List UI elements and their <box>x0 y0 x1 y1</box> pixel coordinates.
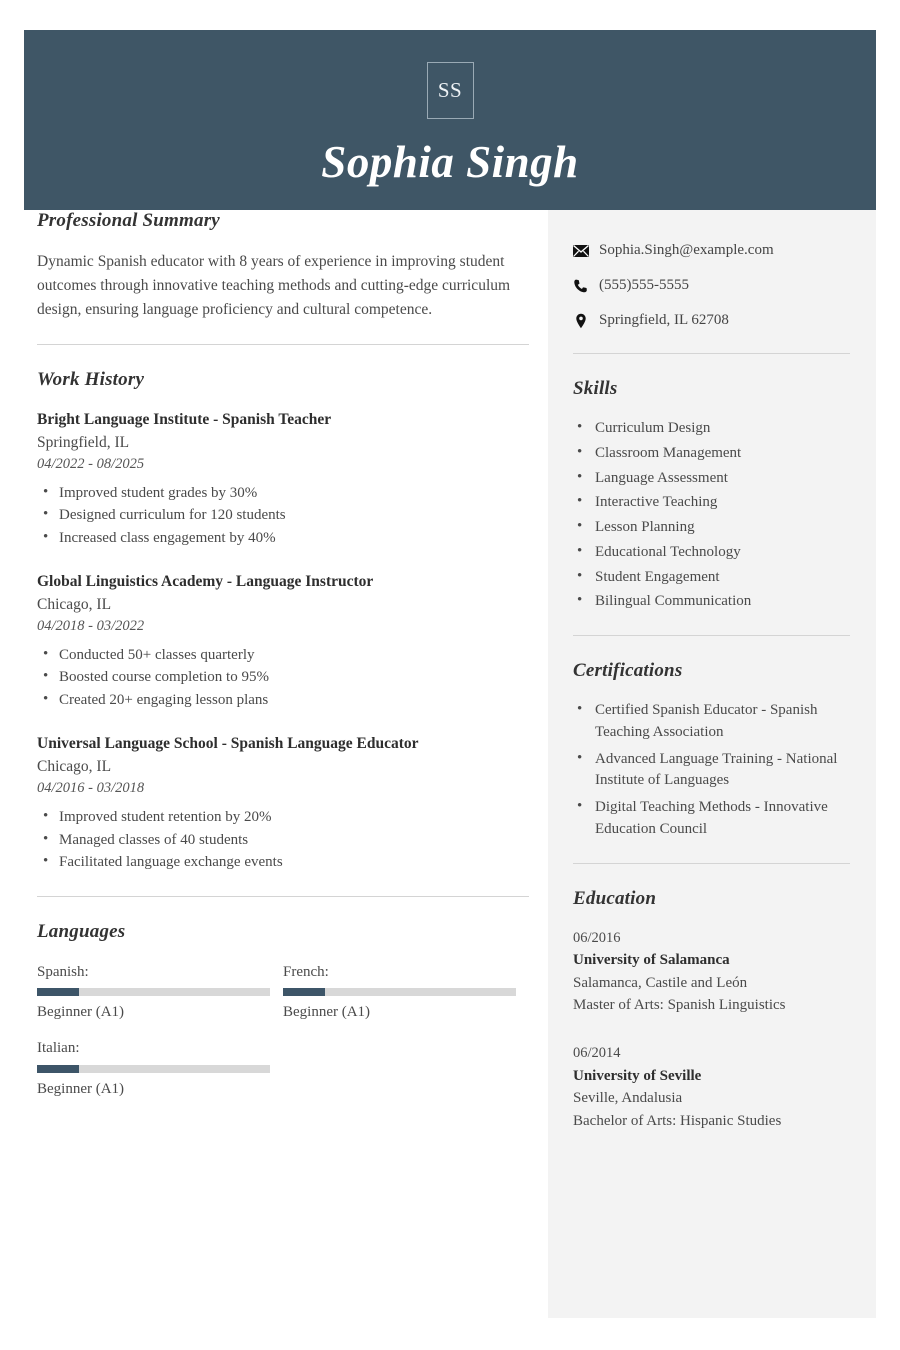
summary-heading: Professional Summary <box>37 210 220 231</box>
contact-text: Sophia.Singh@example.com <box>599 242 774 258</box>
contact-row[interactable] <box>573 240 850 261</box>
certifications-section <box>573 660 850 841</box>
education-degree: Bachelor of Arts: Hispanic Studies <box>573 1112 782 1129</box>
job-location: Chicago, IL <box>37 757 112 775</box>
job-bullet: • Increased class engagement by 40% <box>37 527 529 550</box>
job-entry <box>37 733 529 873</box>
education-heading: Education <box>573 887 657 909</box>
job-dates: 04/2016 - 03/2018 <box>37 780 145 797</box>
education-entry <box>573 928 850 1017</box>
skill-item: • Lesson Planning <box>573 517 850 539</box>
job-bullet: • Improved student retention by 20% <box>37 806 529 829</box>
education-location: Salamanca, Castile and León <box>573 974 748 991</box>
education-list <box>573 928 850 1133</box>
education-entry <box>573 1043 850 1132</box>
job-bullet: • Managed classes of 40 students <box>37 829 529 852</box>
skill-item: • Bilingual Communication <box>573 591 850 613</box>
skills-heading: Skills <box>573 378 618 399</box>
job-title: Universal Language School - Spanish Language Educator <box>37 735 419 753</box>
contact-text: (555)555-5555 <box>599 277 689 293</box>
language-name: French: <box>283 963 329 980</box>
professional-summary-section <box>37 210 529 322</box>
language-proficiency-fill <box>37 1065 79 1073</box>
job-entry <box>37 409 529 549</box>
section-divider <box>573 635 850 636</box>
job-bullet-list <box>37 806 529 874</box>
work-history-section <box>37 369 529 874</box>
certification-item: • Certified Spanish Educator - Spanish Teaching Association <box>573 700 850 744</box>
contact-row[interactable] <box>573 310 850 331</box>
section-divider <box>573 863 850 864</box>
resume-header <box>24 30 876 210</box>
education-school: University of Seville <box>573 1067 702 1084</box>
language-name: Spanish: <box>37 963 89 980</box>
monogram-badge <box>427 62 474 119</box>
education-date: 06/2014 <box>573 1044 621 1061</box>
language-proficiency-bar <box>37 988 270 996</box>
job-location: Chicago, IL <box>37 595 112 613</box>
monogram-initials: SS <box>437 78 463 102</box>
languages-section <box>37 921 529 1114</box>
contact-row[interactable] <box>573 275 850 296</box>
certifications-list <box>573 700 850 841</box>
job-dates: 04/2018 - 03/2022 <box>37 618 145 635</box>
summary-text: Dynamic Spanish educator with 8 years of experience in improving student outcomes through innovative teaching methods and cutting-edge curriculum design, ensuring language proficiency and cultural competence. <box>37 253 511 319</box>
language-item <box>37 1037 283 1100</box>
language-proficiency-bar <box>283 988 516 996</box>
education-degree: Master of Arts: Spanish Linguistics <box>573 997 786 1014</box>
education-school: University of Salamanca <box>573 952 730 969</box>
job-entry <box>37 571 529 711</box>
language-level: Beginner (A1) <box>283 1004 371 1021</box>
job-title: Global Linguistics Academy - Language Instructor <box>37 573 374 591</box>
job-list <box>37 409 529 874</box>
contact-text: Springfield, IL 62708 <box>599 312 729 328</box>
job-location: Springfield, IL <box>37 433 130 451</box>
languages-heading: Languages <box>37 920 126 942</box>
job-bullet-list <box>37 644 529 712</box>
language-name: Italian: <box>37 1040 80 1057</box>
skill-item: • Classroom Management <box>573 443 850 465</box>
job-dates: 04/2022 - 08/2025 <box>37 455 145 472</box>
skill-item: • Educational Technology <box>573 542 850 564</box>
contact-section <box>573 240 850 331</box>
job-bullet: • Designed curriculum for 120 students <box>37 504 529 527</box>
section-divider <box>37 896 529 897</box>
section-divider <box>37 344 529 345</box>
job-bullet-list <box>37 482 529 550</box>
education-location: Seville, Andalusia <box>573 1090 683 1106</box>
language-item <box>37 961 283 1024</box>
main-column <box>37 210 529 1114</box>
language-level: Beginner (A1) <box>37 1080 125 1097</box>
job-title: Bright Language Institute - Spanish Teacher <box>37 411 332 429</box>
education-date: 06/2016 <box>573 929 621 946</box>
skill-item: • Language Assessment <box>573 468 850 490</box>
skill-item: • Student Engagement <box>573 567 850 589</box>
resume-body <box>0 210 900 1318</box>
job-bullet: • Facilitated language exchange events <box>37 851 529 874</box>
work-history-heading: Work History <box>37 369 145 391</box>
language-proficiency-fill <box>37 988 79 996</box>
skills-section <box>573 378 850 613</box>
job-bullet: • Boosted course completion to 95% <box>37 666 529 689</box>
phone-icon <box>573 278 599 294</box>
job-bullet: • Conducted 50+ classes quarterly <box>37 644 529 667</box>
language-list <box>37 961 529 1114</box>
language-item <box>283 961 529 1024</box>
location-pin-icon <box>573 313 599 329</box>
skill-item: • Interactive Teaching <box>573 492 850 514</box>
language-proficiency-fill <box>283 988 325 996</box>
education-section <box>573 888 850 1133</box>
sidebar-panel <box>548 210 876 1318</box>
job-bullet: • Improved student grades by 30% <box>37 482 529 505</box>
certification-item: • Digital Teaching Methods - Innovative Education Council <box>573 797 850 841</box>
certifications-heading: Certifications <box>573 660 683 681</box>
candidate-name: Sophia Singh <box>321 137 579 187</box>
language-proficiency-bar <box>37 1065 270 1073</box>
language-level: Beginner (A1) <box>37 1004 125 1021</box>
skill-item: • Curriculum Design <box>573 418 850 440</box>
envelope-icon <box>573 243 599 259</box>
certification-item: • Advanced Language Training - National Institute of Languages <box>573 749 850 793</box>
job-bullet: • Created 20+ engaging lesson plans <box>37 689 529 712</box>
contact-list <box>573 240 850 331</box>
section-divider <box>573 353 850 354</box>
skills-list <box>573 418 850 613</box>
